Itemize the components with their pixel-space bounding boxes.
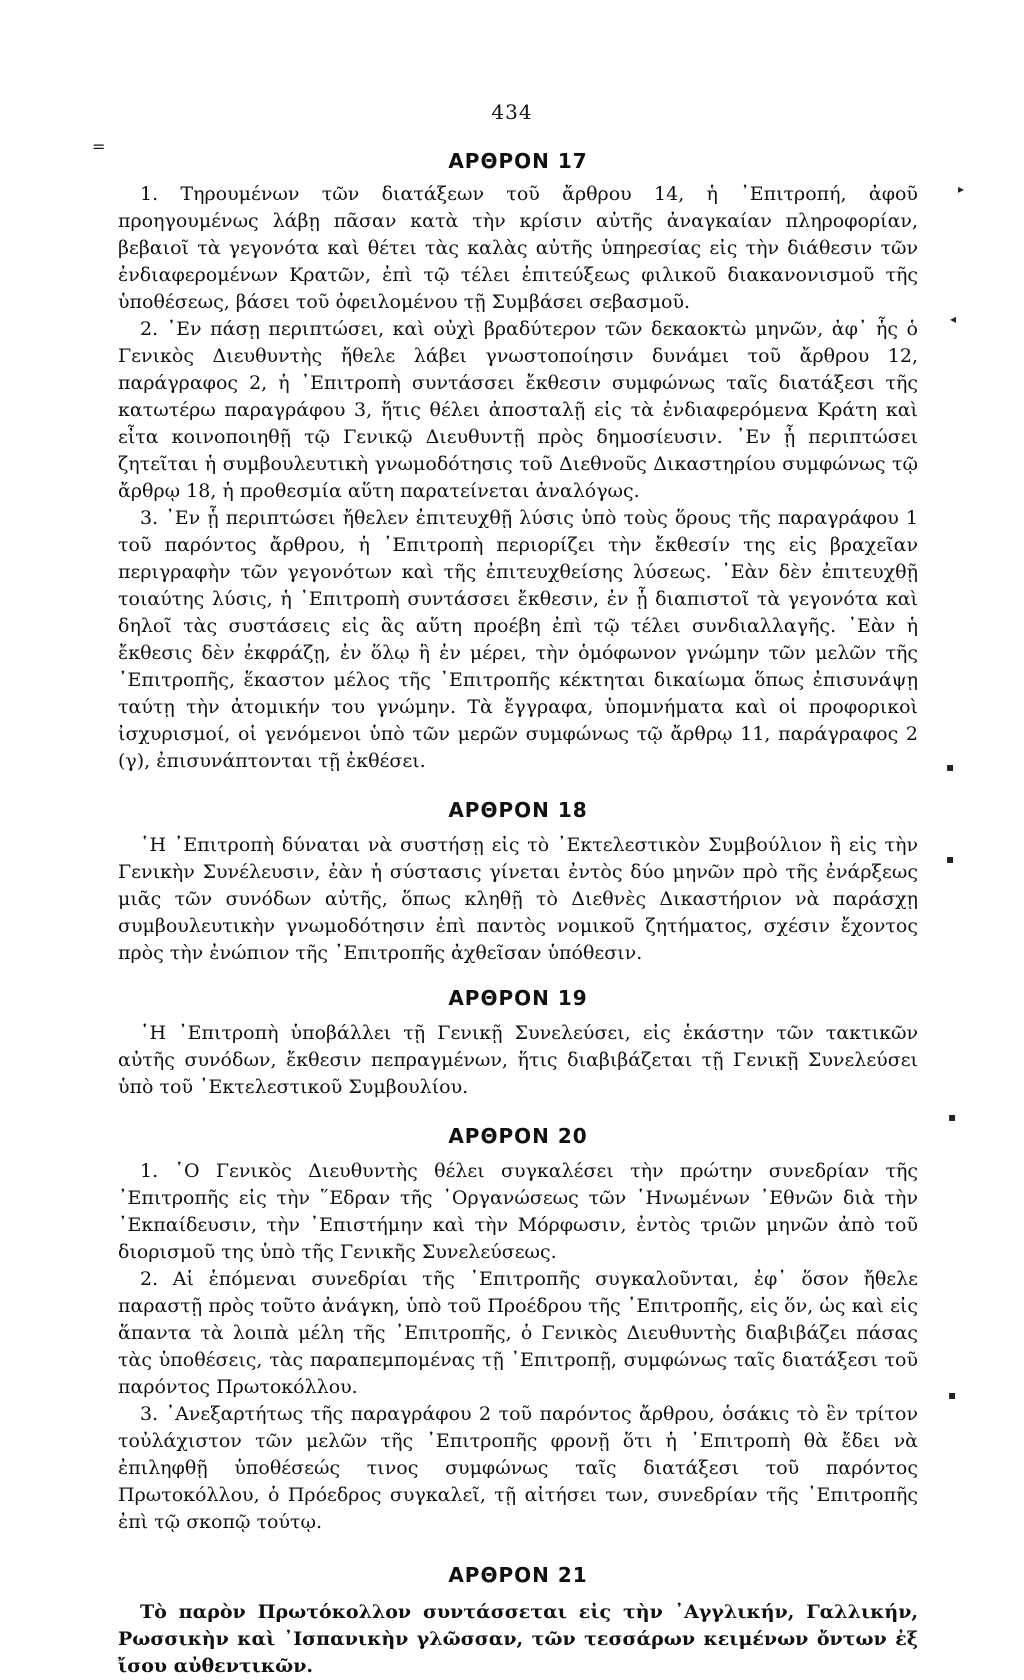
scan-speck: ▪ [948, 1388, 957, 1402]
margin-mark: = [92, 137, 106, 156]
scan-speck: ▪ [946, 852, 955, 866]
article-heading: ΑΡΘΡΟΝ 18 [448, 798, 588, 822]
scan-speck: ▪ [946, 760, 955, 774]
paragraph: ῾Η ᾿Επιτροπὴ δύναται νὰ συστήσῃ εἰς τὸ ᾿Εκτελεστικὸν Συμβούλιον ἢ εἰς τὴν Γενικὴν Συνέλευσιν, ἐὰν ἡ σύστασις γίνεται ἐντὸς δύο μηνῶν πρὸ τῆς ἐνάρξεως μιᾶς τῶν συνόδων αὐτῆς, ὅπως κληθῇ τὸ Διεθνὲς Δικαστήριον νὰ παράσχῃ συμβουλευτικὴν γνωμοδότησιν ἐπὶ παντὸς νομικοῦ ζητήματος, σχέσιν ἔχοντος πρὸς τὴν ἐνώπιον τῆς ᾿Επιτροπῆς ἀχθεῖσαν ὑπόθεσιν. [118, 834, 918, 964]
paragraph: ῾Η ᾿Επιτροπὴ ὑποβάλλει τῇ Γενικῇ Συνελεύσει, εἰς ἑκάστην τῶν τακτικῶν αὐτῆς συνόδων, ἔκθεσιν πεπραγμένων, ἥτις διαβιβάζεται τῇ Γενικῇ Συνελεύσει ὑπὸ τοῦ ᾿Εκτελεστικοῦ Συμβουλίου. [118, 1022, 918, 1098]
paragraph: 3. ᾿Εν ᾗ περιπτώσει ἤθελεν ἐπιτευχθῇ λύσις ὑπὸ τοὺς ὅρους τῆς παραγράφου 1 τοῦ παρόντος ἄρθρου, ἡ ᾿Επιτροπὴ περιορίζει τὴν ἔκθεσίν της εἰς βραχεῖαν περιγραφὴν τῶν γεγονότων καὶ τῆς ἐπιτευχθείσης λύσεως. ᾿Εὰν δὲν ἐπιτευχθῇ τοιαύτης λύσις, ἡ ᾿Επιτροπὴ συντάσσει ἔκθεσιν, ἐν ᾗ διαπιστοῖ τὰ γεγονότα καὶ δηλοῖ τὰς συστάσεις εἰς ἃς αὕτη προέβη ἐπὶ τῷ τέλει συνδιαλλαγῆς. ᾿Εὰν ἡ ἔκθεσις δὲν ἐκφράζῃ, ἐν ὅλῳ ἢ ἐν μέρει, τὴν ὁμόφωνον γνώμην τῶν μελῶν τῆς ᾿Επιτροπῆς, ἕκαστον μέλος τῆς ᾿Επιτροπῆς κέκτηται δικαίωμα ὅπως ἐπισυνάψῃ ταύτῃ τὴν ἀτομικήν του γνώμην. Τὰ ἔγγραφα, ὑπομνήματα καὶ οἱ προφορικοὶ ἰσχυρισμοί, οἱ γενόμενοι ὑπὸ τῶν μερῶν συμφώνως τῷ ἄρθρῳ 11, παράγραφος 2 (γ), ἐπισυνάπτονται τῇ ἐκθέσει. [118, 507, 918, 772]
paragraph: 1. ῾Ο Γενικὸς Διευθυντὴς θέλει συγκαλέσει τὴν πρώτην συνεδρίαν τῆς ᾿Επιτροπῆς εἰς τὴν ῞Εδραν τῆς ᾿Οργανώσεως τῶν ῾Ηνωμένων ᾿Εθνῶν διὰ τὴν ᾿Εκπαίδευσιν, τὴν ᾿Επιστήμην καὶ τὴν Μόρφωσιν, ἐντὸς τριῶν μηνῶν ἀπὸ τοῦ διορισμοῦ της ὑπὸ τῆς Γενικῆς Συνελεύσεως. [118, 1160, 918, 1263]
paragraph: 2. Αἱ ἑπόμεναι συνεδρίαι τῆς ᾿Επιτροπῆς συγκαλοῦνται, ἐφ᾿ ὅσον ἤθελε παραστῇ πρὸς τοῦτο ἀνάγκη, ὑπὸ τοῦ Προέδρου τῆς ᾿Επιτροπῆς, εἰς ὅν, ὡς καὶ εἰς ἅπαντα τὰ λοιπὰ μέλη τῆς ᾿Επιτροπῆς, ὁ Γενικὸς Διευθυντὴς διαβιβάζει πάσας τὰς ὑποθέσεις, τὰς παραπεμπομένας τῇ ᾿Επιτροπῇ, συμφώνως ταῖς διατάξεσι τοῦ παρόντος Πρωτοκόλλου. [118, 1268, 918, 1398]
article-heading: ΑΡΘΡΟΝ 20 [448, 1124, 588, 1148]
scan-speck: ▸ [958, 182, 965, 196]
scan-speck: ▪ [948, 1110, 957, 1124]
paragraph: 1. Τηρουμένων τῶν διατάξεων τοῦ ἄρθρου 14, ἡ ᾿Επιτροπή, ἀφοῦ προηγουμένως λάβῃ πᾶσαν κατὰ τὴν κρίσιν αὐτῆς ἀναγκαίαν πληροφορίαν, βεβαιοῖ τὰ γεγονότα καὶ θέτει τὰς καλὰς αὐτῆς ὑπηρεσίας εἰς τὴν διάθεσιν τῶν ἐνδιαφερομένων Κρατῶν, ἐπὶ τῷ τέλει ἐπιτεύξεως φιλικοῦ διακανονισμοῦ τῆς ὑποθέσεως, βάσει τοῦ ὀφειλομένου τῇ Συμβάσει σεβασμοῦ. [118, 183, 918, 313]
page-number: 434 [491, 100, 533, 124]
article-heading: ΑΡΘΡΟΝ 21 [448, 1563, 588, 1587]
article-heading: ΑΡΘΡΟΝ 19 [448, 986, 588, 1010]
paragraph: 3. ᾿Ανεξαρτήτως τῆς παραγράφου 2 τοῦ παρόντος ἄρθρου, ὁσάκις τὸ ἓν τρίτον τοὐλάχιστον τῶν μελῶν τῆς ᾿Επιτροπῆς φρονῇ ὅτι ἡ ᾿Επιτροπὴ θὰ ἔδει νὰ ἐπιληφθῇ ὑποθέσεώς τινος συμφώνως ταῖς διατάξεσι τοῦ παρόντος Πρωτοκόλλου, ὁ Πρόεδρος συγκαλεῖ, τῇ αἰτήσει των, συνεδρίαν τῆς ᾿Επιτροπῆς ἐπὶ τῷ σκοπῷ τούτῳ. [118, 1403, 918, 1533]
paragraph: 2. ᾿Εν πάσῃ περιπτώσει, καὶ οὐχὶ βραδύτερον τῶν δεκαοκτὼ μηνῶν, ἀφ᾿ ἧς ὁ Γενικὸς Διευθυντὴς ἤθελε λάβει γνωστοποίησιν δυνάμει τοῦ ἄρθρου 12, παράγραφος 2, ἡ ᾿Επιτροπὴ συντάσσει ἔκθεσιν συμφώνως ταῖς διατάξεσι τῆς κατωτέρω παραγράφου 3, ἥτις θέλει ἀποσταλῇ εἰς τὰ ἐνδιαφερόμενα Κράτη καὶ εἶτα κοινοποιηθῇ τῷ Γενικῷ Διευθυντῇ πρὸς δημοσίευσιν. ᾿Εν ᾗ περιπτώσει ζητεῖται ἡ συμβουλευτικὴ γνωμοδότησις τοῦ Διεθνοῦς Δικαστηρίου συμφώνως τῷ ἄρθρῳ 18, ἡ προθεσμία αὕτη παρατείνεται ἀναλόγως. [118, 318, 918, 502]
paragraph: Τὸ παρὸν Πρωτόκολλον συντάσσεται εἰς τὴν ᾿Αγγλικήν, Γαλλικήν, Ρωσσικὴν καὶ ᾿Ισπανικὴν γλῶσσαν, τῶν τεσσάρων κειμένων ὄντων ἐξ ἴσου αὐθεντικῶν. [118, 1601, 918, 1677]
scan-speck: ◂ [950, 312, 957, 326]
document-body [118, 148, 918, 1680]
article-heading: ΑΡΘΡΟΝ 17 [448, 149, 588, 173]
